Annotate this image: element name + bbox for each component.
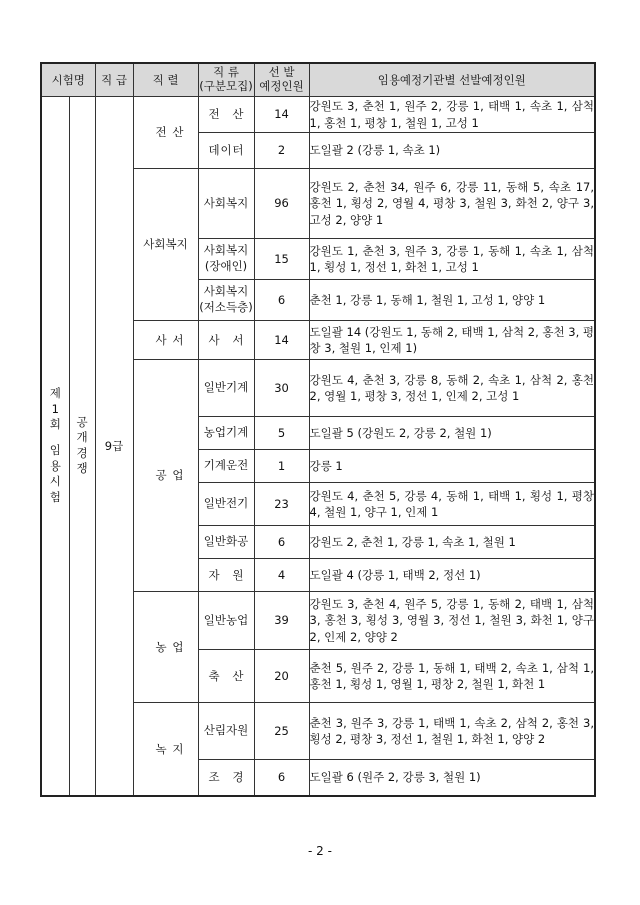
count-cell: 23 (254, 483, 309, 526)
agency-detail-cell: 춘천 1, 강릉 1, 동해 1, 철원 1, 고성 1, 양양 1 (309, 280, 595, 321)
agency-detail-cell: 도일괄 2 (강릉 1, 속초 1) (309, 133, 595, 169)
exam-name-char: 시 (49, 474, 61, 489)
series-label-part: 공 (155, 468, 167, 483)
kind-cell (198, 417, 254, 450)
kind-label-line: 일반농업 (203, 612, 249, 627)
kind-cell (198, 360, 254, 417)
kind-label-part: 자 (208, 567, 220, 582)
agency-detail-cell: 강원도 4, 춘천 5, 강릉 4, 동해 1, 태백 1, 횡성 1, 평창 4, 철원 1, 양구 1, 인제 1 (309, 483, 595, 526)
kind-label-part: 경 (232, 770, 244, 785)
agency-detail-cell: 춘천 3, 원주 3, 강릉 1, 태백 1, 속초 2, 삼척 2, 홍천 3, 횡성 2, 평창 3, 정선 1, 철원 1, 화천 1, 양양 2 (309, 703, 595, 760)
kind-cell (198, 592, 254, 650)
agency-detail-cell: 도일괄 4 (강릉 1, 태백 2, 정선 1) (309, 559, 595, 592)
kind-label-line: 기계운전 (203, 458, 249, 473)
agency-detail-cell: 강원도 3, 춘천 1, 원주 2, 강릉 1, 태백 1, 속초 1, 삼척 1, 홍천 1, 평창 1, 철원 1, 고성 1 (309, 97, 595, 133)
header-exam-name: 시험명 (41, 63, 95, 97)
series-label-part: 녹 (155, 741, 167, 756)
exam-name-char: 험 (49, 489, 61, 504)
kind-cell (198, 559, 254, 592)
agency-detail-cell: 강원도 1, 춘천 3, 원주 3, 강릉 1, 동해 1, 속초 1, 삼척 1, 횡성 1, 정선 1, 화천 1, 고성 1 (309, 239, 595, 280)
kind-label-part: 산 (232, 107, 244, 122)
count-cell: 2 (254, 133, 309, 169)
count-cell: 25 (254, 703, 309, 760)
series-cell (133, 703, 198, 796)
agency-detail-cell: 도일괄 14 (강원도 1, 동해 2, 태백 1, 삼척 2, 홍천 3, 평창 3, 철원 1, 인제 1) (309, 321, 595, 360)
agency-detail-cell: 강원도 4, 춘천 3, 강릉 8, 동해 2, 속초 1, 삼척 2, 홍천 2, 영월 1, 평창 3, 정선 1, 인제 2, 고성 1 (309, 360, 595, 417)
grade-cell: 9급 (95, 97, 133, 796)
kind-cell (198, 703, 254, 760)
series-label-part: 전 (155, 125, 167, 140)
kind-label-line: 일반기계 (203, 380, 249, 395)
header-count (254, 63, 309, 97)
header-count-sub: 예정인원 (259, 79, 304, 93)
agency-detail-cell: 강릉 1 (309, 450, 595, 483)
kind-cell (198, 760, 254, 796)
count-cell: 14 (254, 321, 309, 360)
count-cell: 6 (254, 760, 309, 796)
count-cell: 5 (254, 417, 309, 450)
count-cell: 30 (254, 360, 309, 417)
exam-name-cell (41, 97, 69, 796)
kind-label-part: 산 (232, 668, 244, 683)
kind-cell (198, 650, 254, 703)
count-cell: 6 (254, 280, 309, 321)
exam-name-char: 1 (51, 401, 59, 416)
header-kind-label: 직 류 (213, 65, 239, 80)
kind-label-line: 사회복지 (203, 195, 249, 210)
kind-cell (198, 133, 254, 169)
exam-type-cell (69, 97, 95, 796)
count-cell: 20 (254, 650, 309, 703)
exam-name-char: 임 (49, 442, 61, 457)
kind-cell (198, 526, 254, 559)
agency-detail-cell: 강원도 2, 춘천 34, 원주 6, 강릉 11, 동해 5, 속초 17, 홍천 1, 횡성 2, 영월 4, 평창 3, 철원 3, 화천 2, 양구 3, 고성 2, 양양 1 (309, 169, 595, 239)
exam-type-char: 공 (76, 414, 88, 429)
table-row (41, 97, 595, 133)
count-cell: 39 (254, 592, 309, 650)
header-count-label: 선 발 (268, 65, 295, 80)
kind-label-line: 농업기계 (203, 425, 249, 440)
kind-label-line: 산림자원 (203, 723, 249, 738)
series-cell: 사회복지 (133, 169, 198, 321)
count-cell: 6 (254, 526, 309, 559)
exam-name-char (42, 433, 69, 443)
kind-label-line: 일반전기 (203, 496, 249, 511)
header-grade: 직 급 (95, 63, 133, 97)
kind-cell (198, 280, 254, 321)
count-cell: 96 (254, 169, 309, 239)
agency-detail-cell: 강원도 3, 춘천 4, 원주 5, 강릉 1, 동해 2, 태백 1, 삼척 3, 홍천 3, 횡성 3, 영월 3, 정선 1, 철원 3, 화천 1, 양구 2, 인제 2, 양양 2 (309, 592, 595, 650)
kind-cell (198, 97, 254, 133)
kind-label-part: 원 (232, 567, 244, 582)
series-cell (133, 97, 198, 169)
kind-label-part: 이 (220, 143, 232, 158)
kind-label-part: 서 (232, 332, 244, 347)
kind-label-part: 데 (208, 143, 220, 158)
kind-label-line: (장애인) (204, 259, 248, 273)
kind-cell (198, 483, 254, 526)
count-cell: 4 (254, 559, 309, 592)
page-number: - 2 - (308, 844, 332, 858)
count-cell: 1 (254, 450, 309, 483)
agency-detail-cell: 도일괄 6 (원주 2, 강릉 3, 철원 1) (309, 760, 595, 796)
header-kind-sub: (구분모집) (199, 79, 253, 93)
series-cell (133, 592, 198, 703)
exam-type-char: 경 (76, 445, 88, 460)
agency-detail-cell: 춘천 5, 원주 2, 강릉 1, 동해 1, 태백 2, 속초 1, 삼척 1, 홍천 1, 횡성 1, 영월 1, 평창 2, 철원 1, 화천 1 (309, 650, 595, 703)
count-cell: 15 (254, 239, 309, 280)
kind-label-part: 터 (232, 143, 244, 158)
kind-label-line: 일반화공 (203, 534, 249, 549)
exam-name-char: 용 (49, 458, 61, 473)
exam-name-char: 회 (49, 417, 61, 432)
kind-cell (198, 450, 254, 483)
series-label-part: 업 (172, 639, 184, 654)
agency-detail-cell: 도일괄 5 (강원도 2, 강릉 2, 철원 1) (309, 417, 595, 450)
kind-label-part: 축 (208, 668, 220, 683)
kind-label-part: 사 (208, 332, 220, 347)
series-label-part: 지 (172, 741, 184, 756)
series-label-part: 서 (172, 332, 184, 347)
header-row (41, 63, 595, 97)
header-series: 직 렬 (133, 63, 198, 97)
kind-cell (198, 321, 254, 360)
kind-label-line: 사회복지 (203, 243, 249, 258)
header-agencies: 임용예정기관별 선발예정인원 (309, 63, 595, 97)
series-label-part: 사 (155, 332, 167, 347)
header-kind (198, 63, 254, 97)
kind-cell (198, 169, 254, 239)
exam-name-char: 제 (49, 386, 61, 401)
kind-label-part: 조 (208, 770, 220, 785)
kind-cell (198, 239, 254, 280)
kind-label-line: (저소득층) (199, 300, 253, 314)
recruitment-table (40, 62, 596, 797)
series-label-part: 산 (172, 125, 184, 140)
count-cell: 14 (254, 97, 309, 133)
kind-label-line: 사회복지 (203, 284, 249, 299)
exam-type-char: 쟁 (76, 461, 88, 476)
exam-type-char: 개 (76, 430, 88, 445)
agency-detail-cell: 강원도 2, 춘천 1, 강릉 1, 속초 1, 철원 1 (309, 526, 595, 559)
series-cell (133, 360, 198, 592)
series-label-part: 업 (172, 468, 184, 483)
kind-label-part: 전 (208, 107, 220, 122)
series-label-part: 농 (155, 639, 167, 654)
series-cell (133, 321, 198, 360)
